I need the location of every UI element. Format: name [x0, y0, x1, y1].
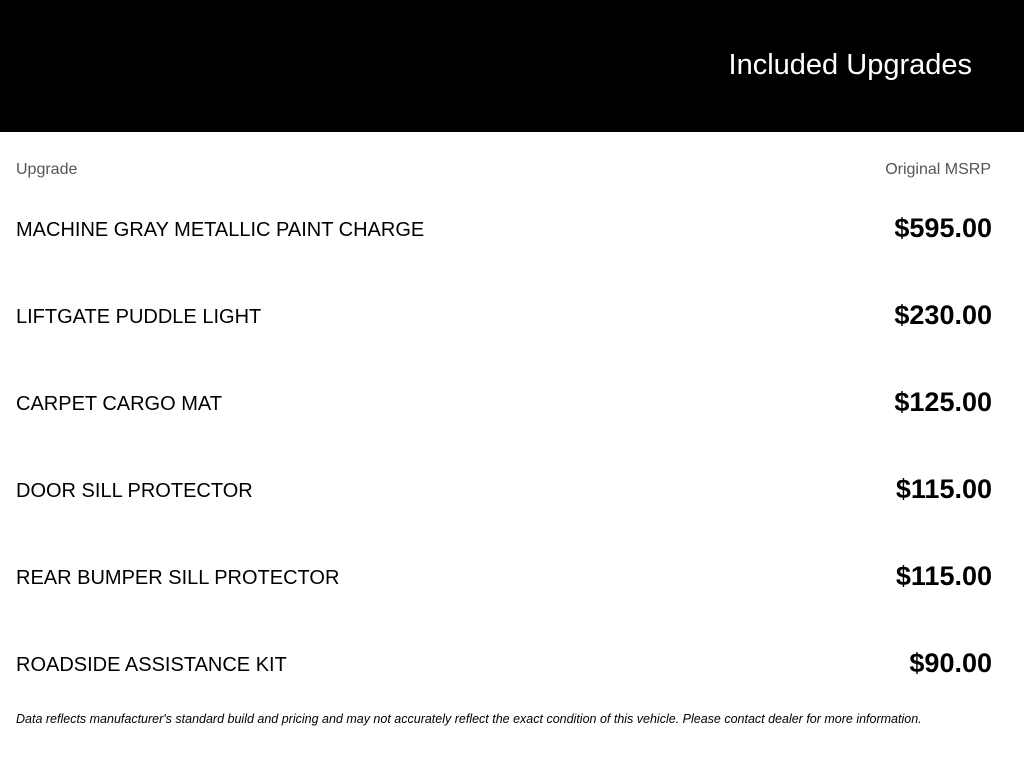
upgrade-price: $595.00 — [894, 213, 992, 243]
upgrade-name: MACHINE GRAY METALLIC PAINT CHARGE — [16, 219, 425, 241]
upgrade-name: ROADSIDE ASSISTANCE KIT — [16, 654, 287, 676]
table-row — [16, 208, 992, 248]
upgrade-name: DOOR SILL PROTECTOR — [16, 480, 253, 502]
column-header-msrp: Original MSRP — [885, 161, 991, 178]
table-row — [16, 382, 992, 422]
table-row — [16, 295, 992, 335]
page-title: Included Upgrades — [728, 49, 972, 81]
upgrade-name: CARPET CARGO MAT — [16, 393, 222, 415]
disclaimer-text: Data reflects manufacturer's standard build and pricing and may not accurately reflect the exact condition of this vehicle. Please contact dealer for more information. — [16, 712, 922, 726]
upgrade-price: $230.00 — [894, 300, 992, 330]
table-row — [16, 469, 992, 509]
header-banner — [0, 0, 1024, 132]
column-header-upgrade: Upgrade — [16, 161, 78, 178]
upgrade-price: $115.00 — [895, 474, 992, 504]
upgrade-name: LIFTGATE PUDDLE LIGHT — [16, 306, 262, 328]
upgrade-price: $125.00 — [894, 387, 992, 417]
upgrade-name: REAR BUMPER SILL PROTECTOR — [16, 567, 340, 589]
table-row — [16, 643, 992, 683]
upgrade-price: $90.00 — [909, 648, 992, 678]
upgrade-price: $115.00 — [895, 561, 992, 591]
table-row — [16, 556, 992, 596]
